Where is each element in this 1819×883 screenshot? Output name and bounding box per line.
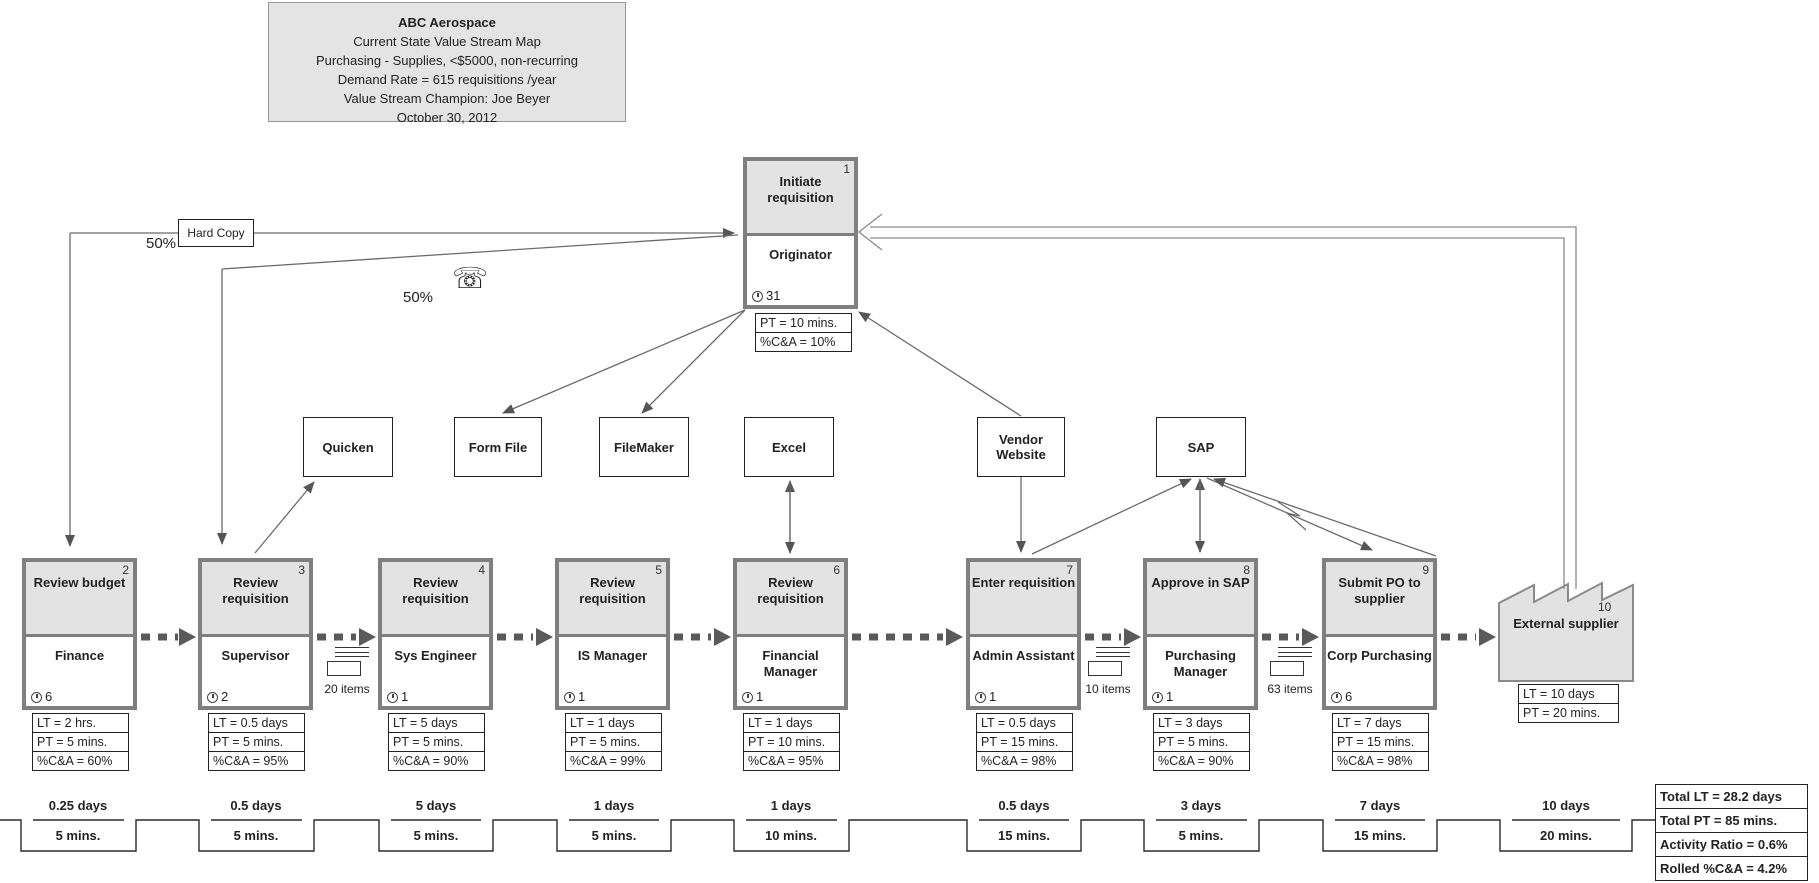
process-number: 3 — [298, 563, 305, 577]
process-role: Finance — [54, 648, 105, 663]
process-title: Review requisition — [382, 562, 489, 637]
process-title: Review requisition — [559, 562, 666, 637]
metric-lt: LT = 3 days — [1158, 716, 1223, 730]
timeline-lead-time: 3 days — [1180, 798, 1222, 813]
clock-icon — [975, 692, 986, 703]
staff-count: 1 — [401, 689, 409, 704]
process-title: Approve in SAP — [1147, 562, 1254, 637]
summary-total-pt: Total PT = 85 mins. — [1656, 808, 1807, 832]
metric-ca: %C&A = 95% — [209, 751, 304, 770]
metric-lt: LT = 0.5 days — [981, 716, 1056, 730]
metrics-box — [1332, 713, 1429, 771]
clock-icon — [387, 692, 398, 703]
system-label: Excel — [772, 439, 806, 455]
hard-copy-label: Hard Copy — [178, 219, 254, 247]
timeline-process-time: 5 mins. — [233, 828, 279, 843]
process-number: 4 — [478, 563, 485, 577]
process-number: 1 — [843, 162, 850, 176]
timeline-process-time: 5 mins. — [1178, 828, 1224, 843]
process-number: 9 — [1422, 563, 1429, 577]
metrics-box — [208, 713, 305, 771]
summary-box — [1655, 784, 1808, 881]
process-box-approve-in-sap — [1143, 558, 1258, 710]
process-role: IS Manager — [577, 648, 648, 663]
timeline-process-time: 15 mins. — [997, 828, 1051, 843]
metrics-box — [32, 713, 129, 771]
metric-ca: %C&A = 90% — [389, 751, 484, 770]
metric-lt: LT = 0.5 days — [213, 716, 288, 730]
scope-line: Purchasing - Supplies, <$5000, non-recurring — [316, 53, 578, 68]
timeline-process-time: 20 mins. — [1539, 828, 1593, 843]
inventory-count: 63 items — [1267, 682, 1313, 696]
inventory-icon — [1270, 647, 1312, 676]
process-title: Review requisition — [737, 562, 844, 637]
system-box-excel — [744, 417, 834, 477]
metric-lt: LT = 7 days — [1337, 716, 1402, 730]
metrics-box-supplier — [1518, 684, 1619, 723]
timeline-process-time: 10 mins. — [764, 828, 818, 843]
metric-pt: PT = 10 mins. — [744, 732, 839, 751]
metric-pt: PT = 5 mins. — [1154, 732, 1249, 751]
process-box-initiate-requisition — [743, 157, 858, 309]
system-box-form-file — [454, 417, 542, 477]
process-box-review-budget — [22, 558, 137, 710]
process-box-enter-requisition — [966, 558, 1081, 710]
process-role: Sys Engineer — [394, 648, 477, 663]
system-box-filemaker — [599, 417, 689, 477]
metric-ca: %C&A = 60% — [33, 751, 128, 770]
staff-count: 6 — [45, 689, 53, 704]
process-number: 10 — [1598, 600, 1612, 614]
metric-ca: %C&A = 90% — [1154, 751, 1249, 770]
staff-count: 6 — [1345, 689, 1353, 704]
metric-ca: %C&A = 95% — [744, 751, 839, 770]
system-box-vendor-website — [977, 417, 1065, 477]
process-title: Review requisition — [202, 562, 309, 637]
inventory-count: 10 items — [1085, 682, 1131, 696]
system-box-quicken — [303, 417, 393, 477]
staff-count: 1 — [1166, 689, 1174, 704]
staff-count: 1 — [578, 689, 586, 704]
champion-line: Value Stream Champion: Joe Beyer — [343, 91, 551, 106]
metric-ca: %C&A = 98% — [1333, 751, 1428, 770]
timeline-lead-time: 10 days — [1542, 798, 1590, 813]
metric-ca: %C&A = 10% — [756, 332, 851, 351]
staff-count: 1 — [989, 689, 997, 704]
timeline-lead-time: 7 days — [1359, 798, 1401, 813]
staff-count: 31 — [766, 288, 781, 303]
process-role: Admin Assistant — [972, 648, 1075, 663]
clock-icon — [742, 692, 753, 703]
metric-pt: PT = 5 mins. — [566, 732, 661, 751]
clock-icon — [31, 692, 42, 703]
process-number: 7 — [1066, 563, 1073, 577]
clock-icon — [207, 692, 218, 703]
hard-copy-percentage: 50% — [146, 235, 177, 252]
date-line: October 30, 2012 — [396, 110, 498, 125]
metric-pt: PT = 15 mins. — [977, 732, 1072, 751]
metrics-box — [565, 713, 662, 771]
metrics-box — [743, 713, 840, 771]
metric-pt: PT = 5 mins. — [389, 732, 484, 751]
staff-count: 1 — [756, 689, 764, 704]
process-role: Corp Purchasing — [1327, 648, 1432, 663]
timeline-process-time: 5 mins. — [55, 828, 101, 843]
process-box-review-requisition-financial-manager — [733, 558, 848, 710]
external-supplier-label: External supplier — [1513, 616, 1619, 631]
map-subtitle: Current State Value Stream Map — [353, 34, 541, 49]
system-label: SAP — [1187, 439, 1215, 455]
process-number: 8 — [1243, 563, 1250, 577]
metric-pt: PT = 5 mins. — [209, 732, 304, 751]
metric-ca: %C&A = 99% — [566, 751, 661, 770]
timeline-lead-time: 0.5 days — [230, 798, 282, 813]
timeline-process-time: 5 mins. — [413, 828, 459, 843]
summary-total-lt: Total LT = 28.2 days — [1660, 789, 1782, 804]
system-box-sap — [1156, 417, 1246, 477]
process-title: Initiate requisition — [747, 161, 854, 236]
metrics-box — [976, 713, 1073, 771]
timeline-process-time: 15 mins. — [1353, 828, 1407, 843]
timeline-lead-time: 1 days — [593, 798, 635, 813]
process-box-review-requisition-is-manager — [555, 558, 670, 710]
timeline-lead-time: 0.25 days — [48, 798, 108, 813]
timeline-lead-time: 1 days — [770, 798, 812, 813]
company-name: ABC Aerospace — [398, 15, 496, 30]
staff-count: 2 — [221, 689, 229, 704]
metric-pt: PT = 5 mins. — [33, 732, 128, 751]
metric-lt: LT = 10 days — [1523, 687, 1595, 701]
metrics-box-initiate — [755, 313, 852, 352]
clock-icon — [564, 692, 575, 703]
system-label: FileMaker — [614, 439, 674, 455]
clock-icon — [1152, 692, 1163, 703]
metric-lt: LT = 2 hrs. — [37, 716, 96, 730]
system-label: Quicken — [322, 439, 374, 455]
process-box-review-requisition-sys-engineer — [378, 558, 493, 710]
inventory-count: 20 items — [324, 682, 370, 696]
phone-percentage: 50% — [403, 289, 434, 306]
metric-pt: PT = 15 mins. — [1333, 732, 1428, 751]
process-role: Purchasing Manager — [1165, 648, 1236, 679]
process-number: 2 — [122, 563, 129, 577]
timeline-process-time: 5 mins. — [591, 828, 637, 843]
inventory-icon — [327, 647, 369, 676]
process-role: Supervisor — [221, 648, 290, 663]
process-title: Enter requisition — [970, 562, 1077, 637]
summary-activity-ratio: Activity Ratio = 0.6% — [1656, 832, 1807, 856]
metrics-box — [388, 713, 485, 771]
metric-pt: PT = 20 mins. — [1519, 703, 1618, 722]
clock-icon — [1331, 692, 1342, 703]
factory-shape — [1499, 583, 1633, 681]
demand-rate-line: Demand Rate = 615 requisitions /year — [337, 72, 557, 87]
metric-pt: PT = 10 mins. — [760, 316, 838, 330]
process-box-review-requisition-supervisor — [198, 558, 313, 710]
timeline-lead-time: 0.5 days — [998, 798, 1050, 813]
metrics-box — [1153, 713, 1250, 771]
metric-lt: LT = 1 days — [748, 716, 813, 730]
summary-rolled-ca: Rolled %C&A = 4.2% — [1656, 856, 1807, 880]
inventory-icon — [1088, 647, 1130, 676]
metric-lt: LT = 1 days — [570, 716, 635, 730]
process-box-submit-po — [1322, 558, 1437, 710]
clock-icon — [752, 291, 763, 302]
process-title: Review budget — [26, 562, 133, 637]
map-title-box — [268, 2, 626, 125]
system-label: Vendor Website — [996, 432, 1046, 462]
process-title: Submit PO to supplier — [1326, 562, 1433, 637]
process-role: Financial Manager — [762, 648, 819, 679]
process-number: 5 — [655, 563, 662, 577]
metric-ca: %C&A = 98% — [977, 751, 1072, 770]
phone-icon: ☏ — [452, 263, 489, 295]
timeline-lead-time: 5 days — [415, 798, 457, 813]
process-number: 6 — [833, 563, 840, 577]
process-role: Originator — [769, 247, 832, 262]
system-label: Form File — [468, 439, 528, 455]
metric-lt: LT = 5 days — [393, 716, 458, 730]
